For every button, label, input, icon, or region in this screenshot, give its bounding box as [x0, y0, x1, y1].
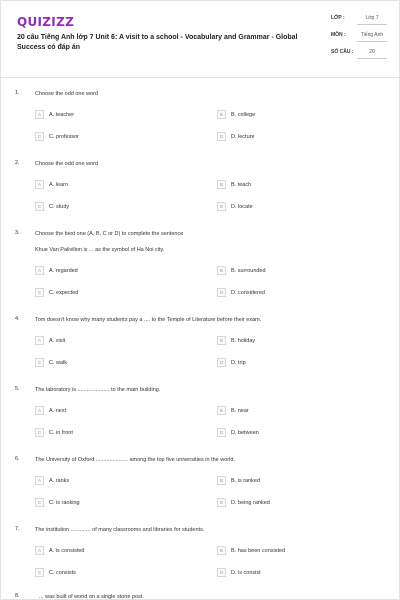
option-a[interactable] — [35, 180, 68, 189]
option-b[interactable] — [217, 266, 266, 275]
option-text: A. teacher — [49, 111, 75, 118]
question-text: The institution ............. of many classrooms and libraries for students. — [35, 527, 205, 533]
option-text: B. college — [231, 111, 256, 118]
option-d[interactable] — [217, 568, 261, 577]
option-d[interactable] — [217, 428, 259, 437]
option-a[interactable] — [35, 336, 65, 345]
option-letter-box: B — [217, 180, 226, 189]
question-list — [1, 90, 400, 596]
question-text: ... was built of wood on a single stone post. — [39, 594, 144, 600]
option-text: A. next — [49, 407, 67, 414]
option-text: A. regarded — [49, 267, 78, 274]
question-4 — [1, 316, 400, 386]
meta-label: LỚP : — [331, 15, 345, 21]
question-6 — [1, 456, 400, 526]
option-letter-box: D — [217, 288, 226, 297]
option-letter-box: D — [217, 498, 226, 507]
question-number: 2. — [15, 160, 20, 166]
option-a[interactable] — [35, 546, 84, 555]
meta-value: 20 — [357, 49, 387, 59]
header-divider — [1, 77, 400, 78]
option-a[interactable] — [35, 110, 74, 119]
option-c[interactable] — [35, 358, 67, 367]
meta-panel — [331, 15, 387, 66]
option-letter-box: A — [35, 110, 44, 119]
option-text: D. lecture — [231, 133, 255, 140]
option-text: B. surrounded — [231, 267, 266, 274]
option-letter-box: C — [35, 498, 44, 507]
question-8-partial — [1, 593, 400, 600]
option-text: B. has been consisted — [231, 547, 286, 554]
question-1 — [1, 90, 400, 160]
option-letter-box: A — [35, 266, 44, 275]
option-b[interactable] — [217, 476, 260, 485]
option-d[interactable] — [217, 132, 255, 141]
option-letter-box: C — [35, 288, 44, 297]
option-d[interactable] — [217, 498, 270, 507]
option-c[interactable] — [35, 428, 73, 437]
option-letter-box: D — [217, 358, 226, 367]
question-text: Choose the odd one word — [35, 161, 98, 167]
option-text: C. consists — [49, 569, 76, 576]
option-text: C. study — [49, 203, 70, 210]
question-text: Choose the best one (A, B, C or D) to complete the sentence — [35, 231, 184, 237]
option-letter-box: A — [35, 180, 44, 189]
option-c[interactable] — [35, 132, 79, 141]
option-letter-box: C — [35, 132, 44, 141]
question-number: 5. — [15, 386, 20, 392]
question-text: The laboratory is ..................... to the main building. — [35, 387, 161, 393]
question-number: 6. — [15, 456, 20, 462]
question-sentence: Khue Van Palivilion is ... as the symbol of Ha Noi city. — [35, 247, 165, 253]
quizizz-logo: QUIZIZZ — [17, 15, 75, 29]
option-text: D. between — [231, 429, 259, 436]
option-c[interactable] — [35, 568, 76, 577]
option-text: B. teach — [231, 181, 252, 188]
option-letter-box: D — [217, 568, 226, 577]
option-text: B. is ranked — [231, 477, 261, 484]
option-c[interactable] — [35, 202, 69, 211]
meta-label: SỐ CÂU : — [331, 49, 354, 55]
option-letter-box: A — [35, 546, 44, 555]
question-number: 1. — [15, 90, 20, 96]
option-text: D. trip — [231, 359, 246, 366]
option-text: A. learn — [49, 181, 68, 188]
option-letter-box: D — [217, 132, 226, 141]
option-d[interactable] — [217, 358, 246, 367]
option-text: D. locate — [231, 203, 253, 210]
option-text: B. near — [231, 407, 249, 414]
option-letter-box: A — [35, 476, 44, 485]
option-b[interactable] — [217, 336, 255, 345]
question-text: The University of Oxford ..................... among the top five universities in the world. — [35, 457, 235, 463]
option-letter-box: C — [35, 428, 44, 437]
option-d[interactable] — [217, 288, 265, 297]
option-b[interactable] — [217, 406, 249, 415]
meta-value: Tiếng Anh — [357, 32, 387, 42]
question-number: 8. — [15, 593, 20, 599]
option-text: A. visit — [49, 337, 66, 344]
option-text: D. is consist — [231, 569, 261, 576]
option-letter-box: D — [217, 202, 226, 211]
option-text: D. being ranked — [231, 499, 270, 506]
option-letter-box: B — [217, 476, 226, 485]
document-title: 20 câu Tiếng Anh lớp 7 Unit 6: A visit to a school - Vocabulary and Grammar - Global Success có đáp án — [17, 34, 298, 51]
option-text: C. in front — [49, 429, 73, 436]
option-letter-box: D — [217, 428, 226, 437]
option-letter-box: C — [35, 358, 44, 367]
question-number: 7. — [15, 526, 20, 532]
option-letter-box: B — [217, 406, 226, 415]
question-text: Choose the odd one word — [35, 91, 98, 97]
option-a[interactable] — [35, 406, 66, 415]
option-a[interactable] — [35, 266, 78, 275]
option-letter-box: A — [35, 336, 44, 345]
question-number: 4. — [15, 316, 20, 322]
meta-row-subject — [331, 32, 387, 45]
option-text: A. ranks — [49, 477, 70, 484]
question-5 — [1, 386, 400, 456]
option-b[interactable] — [217, 180, 251, 189]
option-text: D. considered — [231, 289, 265, 296]
option-letter-box: B — [217, 546, 226, 555]
meta-row-class — [331, 15, 387, 28]
option-text: B. holiday — [231, 337, 256, 344]
option-b[interactable] — [217, 546, 285, 555]
option-text: C. professor — [49, 133, 79, 140]
option-text: A. is consisted — [49, 547, 85, 554]
option-d[interactable] — [217, 202, 253, 211]
option-a[interactable] — [35, 476, 69, 485]
question-text: Tom doesn't know why many students pay a .... to the Temple of Literature before their exam. — [35, 317, 262, 323]
question-7 — [1, 526, 400, 596]
option-letter-box: B — [217, 110, 226, 119]
meta-label: MÔN : — [331, 32, 346, 38]
option-c[interactable] — [35, 498, 80, 507]
option-letter-box: B — [217, 266, 226, 275]
meta-value: Lớp 7 — [357, 15, 387, 25]
option-letter-box: C — [35, 202, 44, 211]
option-letter-box: C — [35, 568, 44, 577]
question-2 — [1, 160, 400, 230]
question-number: 3. — [15, 230, 20, 236]
question-3 — [1, 230, 400, 316]
meta-row-count — [331, 49, 387, 62]
option-b[interactable] — [217, 110, 255, 119]
option-c[interactable] — [35, 288, 78, 297]
option-letter-box: A — [35, 406, 44, 415]
option-letter-box: B — [217, 336, 226, 345]
option-text: C. walk — [49, 359, 68, 366]
option-text: C. expected — [49, 289, 79, 296]
option-text: C. is ranking — [49, 499, 80, 506]
